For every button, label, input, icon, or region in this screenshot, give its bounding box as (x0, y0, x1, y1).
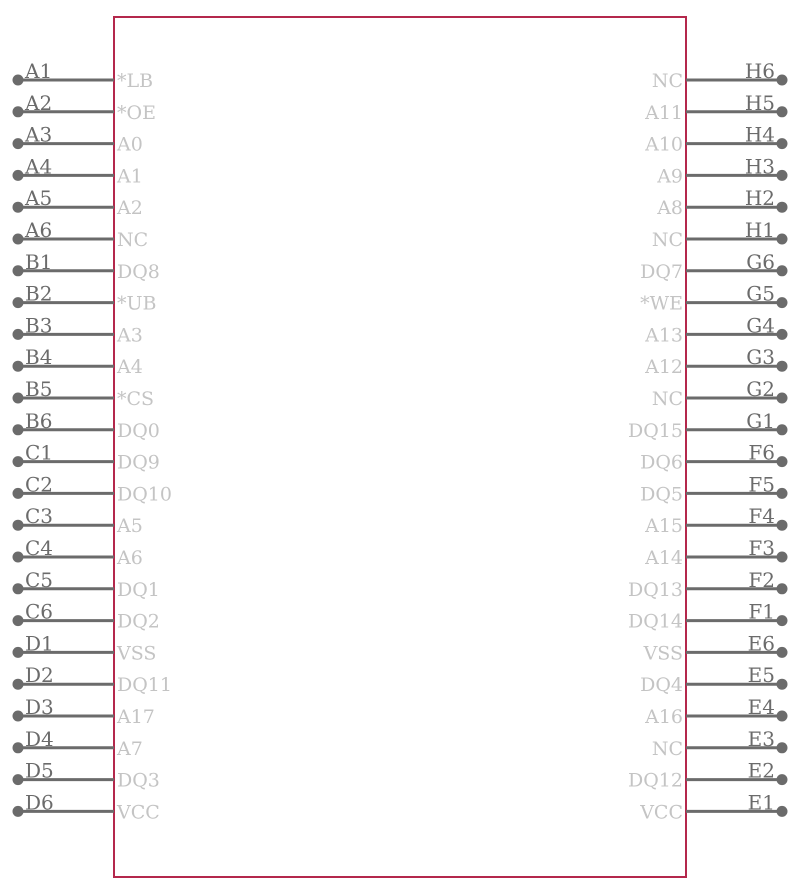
pin-endpoint-dot (13, 424, 24, 435)
pin-signal-label: VCC (117, 801, 160, 824)
pin-signal-label: DQ7 (640, 260, 683, 283)
pin-signal-label: A15 (645, 515, 683, 538)
pin-g4 (644, 313, 787, 346)
pin-number: F2 (748, 567, 775, 592)
pin-endpoint-dot (777, 806, 788, 817)
pin-endpoint-dot (13, 361, 24, 372)
pin-endpoint-dot (13, 75, 24, 86)
pin-h2 (656, 186, 787, 219)
pin-signal-label: DQ10 (117, 483, 172, 506)
pin-signal-label: A13 (645, 324, 683, 347)
pin-g1 (628, 409, 788, 442)
pin-b1 (13, 250, 160, 283)
pin-endpoint-dot (13, 106, 24, 117)
pin-number: H5 (744, 90, 775, 115)
pin-h4 (644, 123, 787, 156)
pin-number: B1 (25, 249, 53, 274)
pin-signal-label: DQ12 (628, 769, 683, 792)
pin-signal-label: VSS (117, 642, 157, 665)
pin-f2 (628, 568, 788, 601)
pin-g6 (640, 250, 787, 283)
pin-number: C2 (25, 472, 54, 497)
pin-d1 (13, 631, 157, 664)
pin-number: E3 (747, 726, 775, 751)
pin-endpoint-dot (13, 265, 24, 276)
pin-b2 (13, 282, 157, 315)
pin-endpoint-dot (13, 742, 24, 753)
pin-endpoint-dot (777, 170, 788, 181)
pin-endpoint-dot (13, 552, 24, 563)
pin-a3 (13, 123, 143, 156)
pin-signal-label: A10 (645, 133, 683, 156)
pin-e3 (652, 727, 788, 760)
pin-number: G2 (746, 377, 775, 401)
pin-signal-label: A12 (645, 356, 683, 379)
pin-number: A6 (25, 218, 53, 242)
pin-g2 (652, 377, 788, 410)
pin-number: C6 (25, 599, 54, 624)
pin-endpoint-dot (777, 329, 788, 340)
pin-signal-label: NC (117, 229, 149, 251)
pin-signal-label: A6 (117, 547, 143, 569)
pin-e4 (644, 695, 787, 728)
pin-e1 (639, 790, 787, 823)
pin-number: E6 (747, 631, 775, 656)
pin-number: B6 (25, 408, 53, 433)
pin-endpoint-dot (777, 711, 788, 722)
pin-e6 (643, 631, 788, 664)
pin-h3 (656, 154, 787, 187)
pin-endpoint-dot (13, 329, 24, 340)
pin-b5 (13, 377, 155, 410)
pin-f4 (644, 504, 787, 537)
pin-signal-label: DQ0 (117, 419, 160, 442)
pin-signal-label: NC (651, 229, 683, 251)
pin-endpoint-dot (777, 583, 788, 594)
pin-signal-label: A17 (117, 706, 155, 728)
pin-number: D3 (25, 695, 54, 719)
pin-e5 (640, 663, 787, 696)
pin-number: H3 (744, 154, 775, 179)
pin-number: E5 (747, 663, 775, 688)
pin-endpoint-dot (13, 456, 24, 467)
pin-signal-label: DQ9 (117, 451, 160, 474)
pin-b4 (13, 345, 143, 378)
pin-signal-label: DQ1 (117, 578, 160, 601)
pin-endpoint-dot (777, 234, 788, 245)
pin-signal-label: DQ14 (628, 610, 683, 633)
pin-signal-label: A16 (645, 706, 683, 728)
pin-f3 (644, 536, 787, 569)
pin-g3 (644, 345, 787, 378)
pin-endpoint-dot (777, 265, 788, 276)
pin-a4 (13, 154, 143, 187)
pin-endpoint-dot (777, 361, 788, 372)
pin-d4 (13, 727, 143, 760)
pin-signal-label: DQ3 (117, 769, 160, 792)
pin-signal-label: A5 (117, 515, 143, 538)
pin-signal-label: DQ15 (628, 419, 683, 442)
pin-a2 (13, 91, 156, 124)
right-pin-group (628, 59, 788, 823)
pin-number: D4 (25, 726, 54, 751)
pin-endpoint-dot (777, 552, 788, 563)
pin-endpoint-dot (13, 138, 24, 149)
pin-number: B5 (25, 377, 53, 401)
pin-signal-label: NC (651, 70, 683, 92)
pin-endpoint-dot (13, 297, 24, 308)
pin-signal-label: *WE (640, 292, 683, 315)
pin-number: H6 (744, 59, 775, 83)
pin-endpoint-dot (13, 170, 24, 181)
pin-number: C4 (25, 536, 54, 560)
pin-signal-label: DQ13 (628, 578, 683, 601)
pin-endpoint-dot (777, 106, 788, 117)
pin-signal-label: NC (651, 737, 683, 760)
pin-g5 (640, 282, 787, 315)
pin-number: G6 (746, 249, 775, 274)
pin-signal-label: *CS (117, 388, 155, 410)
pin-endpoint-dot (13, 234, 24, 245)
pin-number: B3 (25, 313, 53, 338)
pin-number: G3 (746, 345, 775, 370)
pin-endpoint-dot (777, 520, 788, 531)
pin-d3 (13, 695, 155, 728)
pin-endpoint-dot (777, 424, 788, 435)
pin-endpoint-dot (777, 647, 788, 658)
pin-number: A4 (25, 154, 53, 179)
pin-c4 (13, 536, 143, 569)
pin-signal-label: VSS (643, 642, 683, 665)
pin-endpoint-dot (777, 393, 788, 404)
ic-body (114, 17, 686, 877)
pin-number: E4 (747, 695, 775, 719)
pin-f1 (628, 600, 788, 633)
pin-number: F3 (748, 536, 775, 560)
pin-c1 (13, 441, 160, 474)
left-pin-group (13, 59, 173, 823)
pin-number: B4 (25, 345, 53, 370)
pin-number: F5 (748, 472, 775, 497)
pin-number: D2 (25, 663, 54, 688)
pin-endpoint-dot (13, 202, 24, 213)
pin-signal-label: VCC (640, 801, 683, 824)
pin-endpoint-dot (13, 520, 24, 531)
pin-signal-label: A0 (117, 133, 143, 156)
pin-number: D6 (25, 790, 54, 815)
pin-number: D1 (25, 631, 54, 656)
pin-signal-label: A8 (657, 197, 683, 220)
pin-signal-label: DQ11 (117, 674, 172, 697)
pin-signal-label: *UB (117, 292, 157, 315)
pin-number: G1 (746, 408, 775, 433)
pin-d5 (13, 759, 160, 792)
pin-signal-label: *OE (117, 101, 156, 124)
pin-endpoint-dot (777, 202, 788, 213)
pin-endpoint-dot (777, 742, 788, 753)
pin-endpoint-dot (777, 456, 788, 467)
pin-endpoint-dot (777, 488, 788, 499)
pin-number: F1 (748, 599, 775, 624)
pin-d6 (13, 790, 160, 823)
pin-endpoint-dot (13, 806, 24, 817)
pin-e2 (628, 759, 788, 792)
pin-number: A5 (25, 186, 53, 211)
pin-c6 (13, 600, 160, 633)
pin-number: A1 (25, 59, 53, 83)
pin-endpoint-dot (13, 393, 24, 404)
pin-signal-label: A9 (657, 165, 683, 188)
pin-number: G5 (746, 281, 775, 306)
pin-signal-label: A7 (117, 737, 143, 760)
pin-number: H4 (744, 122, 775, 147)
pin-signal-label: A11 (645, 101, 683, 124)
pin-signal-label: A2 (117, 197, 143, 220)
pin-endpoint-dot (13, 647, 24, 658)
pin-c2 (13, 472, 173, 505)
pin-signal-label: A14 (645, 547, 683, 569)
pin-number: C3 (25, 504, 54, 529)
pin-number: B2 (25, 281, 53, 306)
pin-number: H1 (744, 218, 775, 242)
pin-endpoint-dot (777, 679, 788, 690)
pin-signal-label: NC (651, 388, 683, 410)
pin-signal-label: A4 (117, 356, 143, 379)
pin-number: G4 (746, 313, 775, 338)
pin-f6 (640, 441, 787, 474)
pin-c3 (13, 504, 143, 537)
pin-endpoint-dot (13, 615, 24, 626)
pin-number: H2 (744, 186, 775, 211)
pin-signal-label: *LB (117, 70, 154, 92)
pin-f5 (640, 472, 787, 505)
pin-a5 (13, 186, 143, 219)
pin-endpoint-dot (777, 138, 788, 149)
pin-h1 (652, 218, 788, 251)
pin-endpoint-dot (13, 774, 24, 785)
pin-endpoint-dot (13, 583, 24, 594)
pin-signal-label: A3 (117, 324, 143, 347)
pin-endpoint-dot (13, 679, 24, 690)
pin-endpoint-dot (777, 75, 788, 86)
pin-endpoint-dot (777, 615, 788, 626)
pin-c5 (13, 568, 160, 601)
pin-h5 (644, 91, 787, 124)
pin-number: D5 (25, 758, 54, 783)
pin-endpoint-dot (13, 711, 24, 722)
pin-signal-label: DQ8 (117, 260, 160, 283)
pin-signal-label: DQ2 (117, 610, 160, 633)
pin-endpoint-dot (777, 297, 788, 308)
pin-b6 (13, 409, 160, 442)
pin-a1 (13, 59, 154, 92)
pin-number: F6 (748, 440, 775, 465)
pin-a6 (13, 218, 149, 251)
pin-number: A3 (25, 122, 53, 147)
pin-number: C5 (25, 567, 54, 592)
pin-endpoint-dot (777, 774, 788, 785)
pin-signal-label: DQ4 (640, 674, 683, 697)
pin-signal-label: DQ6 (640, 451, 683, 474)
pin-signal-label: A1 (117, 165, 143, 188)
pin-d2 (13, 663, 173, 696)
pin-number: C1 (25, 440, 54, 465)
pin-h6 (652, 59, 788, 92)
pin-signal-label: DQ5 (640, 483, 683, 506)
pin-b3 (13, 313, 143, 346)
pin-number: F4 (748, 504, 775, 529)
pin-number: E1 (747, 790, 775, 815)
pin-endpoint-dot (13, 488, 24, 499)
pin-number: E2 (747, 758, 775, 783)
pin-number: A2 (25, 90, 53, 115)
